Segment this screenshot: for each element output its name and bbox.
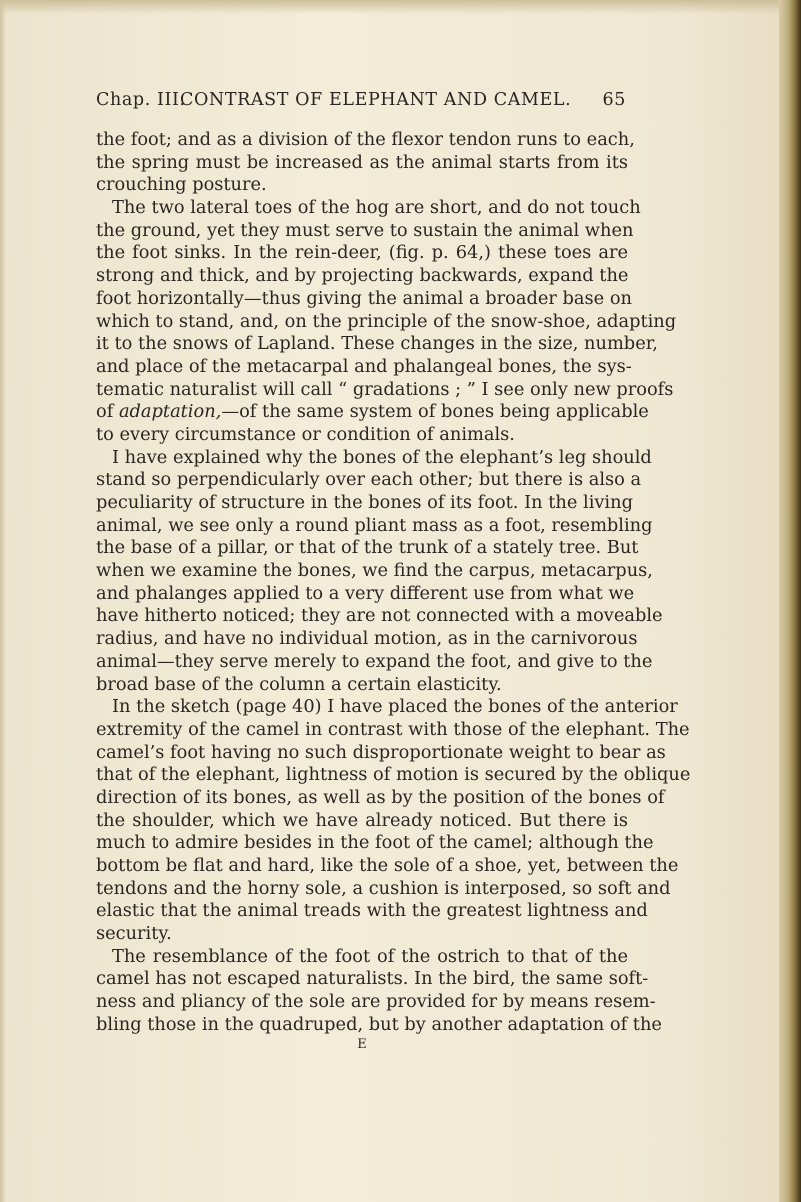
text-line: camel’s foot having no such disproportionate weight to bear as: [96, 741, 666, 763]
book-gutter: [779, 0, 801, 1202]
text-line: camel has not escaped naturalists. In the bird, the same soft-: [96, 968, 649, 990]
text-line: stand so perpendicularly over each other; but there is also a: [96, 469, 642, 491]
chapter-label: Chap. III.: [96, 90, 186, 110]
text-line: The two lateral toes of the hog are short, and do not touch: [112, 197, 641, 219]
text-line: security.: [96, 923, 172, 945]
text-line: radius, and have no individual motion, as in the carnivorous: [96, 628, 638, 650]
text-line: broad base of the column a certain elasticity.: [96, 673, 502, 695]
signature-mark: E: [357, 1036, 367, 1052]
text-line: which to stand, and, on the principle of the snow-shoe, adapting: [96, 310, 677, 332]
running-header: [96, 90, 626, 114]
text-line: the spring must be increased as the animal starts from its: [96, 151, 628, 173]
text-line: In the sketch (page 40) I have placed the bones of the anterior: [112, 696, 678, 718]
text-line: much to admire besides in the foot of the camel; although the: [96, 832, 654, 854]
page-number: 65: [602, 90, 626, 110]
text-line: the foot sinks. In the rein-deer, (fig. p. 64,) these toes are: [96, 242, 628, 264]
text-line: I have explained why the bones of the elephant’s leg should: [112, 446, 652, 468]
text-line: ness and pliancy of the sole are provided for by means resem-: [96, 991, 656, 1013]
text-line: and place of the metacarpal and phalangeal bones, the sys-: [96, 355, 632, 377]
text-line: crouching posture.: [96, 174, 267, 196]
text-line: the base of a pillar, or that of the trunk of a stately tree. But: [96, 537, 639, 559]
text-segment: —of the same system of bones being applicable: [221, 401, 649, 423]
top-edge-shadow: [0, 0, 801, 14]
text-line: the foot; and as a division of the flexor tendon runs to each,: [96, 129, 635, 150]
text-line: bling those in the quadruped, but by another adaptation of the: [96, 1013, 662, 1035]
text-segment: of: [96, 401, 119, 423]
left-edge-shadow: [0, 0, 6, 1202]
text-line: that of the elephant, lightness of motion is secured by the oblique: [96, 764, 691, 786]
text-line: the ground, yet they must serve to sustain the animal when: [96, 219, 634, 241]
text-line: have hitherto noticed; they are not connected with a moveable: [96, 605, 663, 627]
text-line: and phalanges applied to a very different use from what we: [96, 582, 635, 604]
text-line: animal—they serve merely to expand the foot, and give to the: [96, 650, 653, 672]
text-line: peculiarity of structure in the bones of its foot. In the living: [96, 492, 633, 513]
text-line: foot horizontally—thus giving the animal a broader base on: [96, 287, 632, 309]
text-line: The resemblance of the foot of the ostrich to that of the: [112, 945, 628, 967]
body-text: [96, 129, 691, 1053]
text-line: the shoulder, which we have already noticed. But there is: [96, 809, 628, 831]
text-line-with-italic: [96, 401, 649, 424]
text-line: direction of its bones, as well as by the position of the bones of: [96, 786, 665, 808]
text-line: elastic that the animal treads with the greatest lightness and: [96, 900, 648, 922]
text-line: it to the snows of Lapland. These changes in the size, number,: [96, 333, 658, 355]
text-line: tematic naturalist will call “ gradations ; ” I see only new proofs: [96, 378, 674, 400]
text-line: bottom be flat and hard, like the sole of a shoe, yet, between the: [96, 855, 679, 876]
text-line: extremity of the camel in contrast with those of the elephant. The: [96, 718, 690, 740]
text-line: animal, we see only a round pliant mass as a foot, resembling: [96, 514, 653, 536]
running-title: CONTRAST OF ELEPHANT AND CAMEL.: [180, 90, 572, 110]
italic-word: adaptation,: [118, 401, 222, 423]
text-line: when we examine the bones, we find the carpus, metacarpus,: [96, 560, 653, 582]
text-line: to every circumstance or condition of animals.: [96, 423, 515, 445]
text-line: strong and thick, and by projecting backwards, expand the: [96, 265, 629, 287]
text-line: tendons and the horny sole, a cushion is interposed, so soft and: [96, 877, 671, 899]
